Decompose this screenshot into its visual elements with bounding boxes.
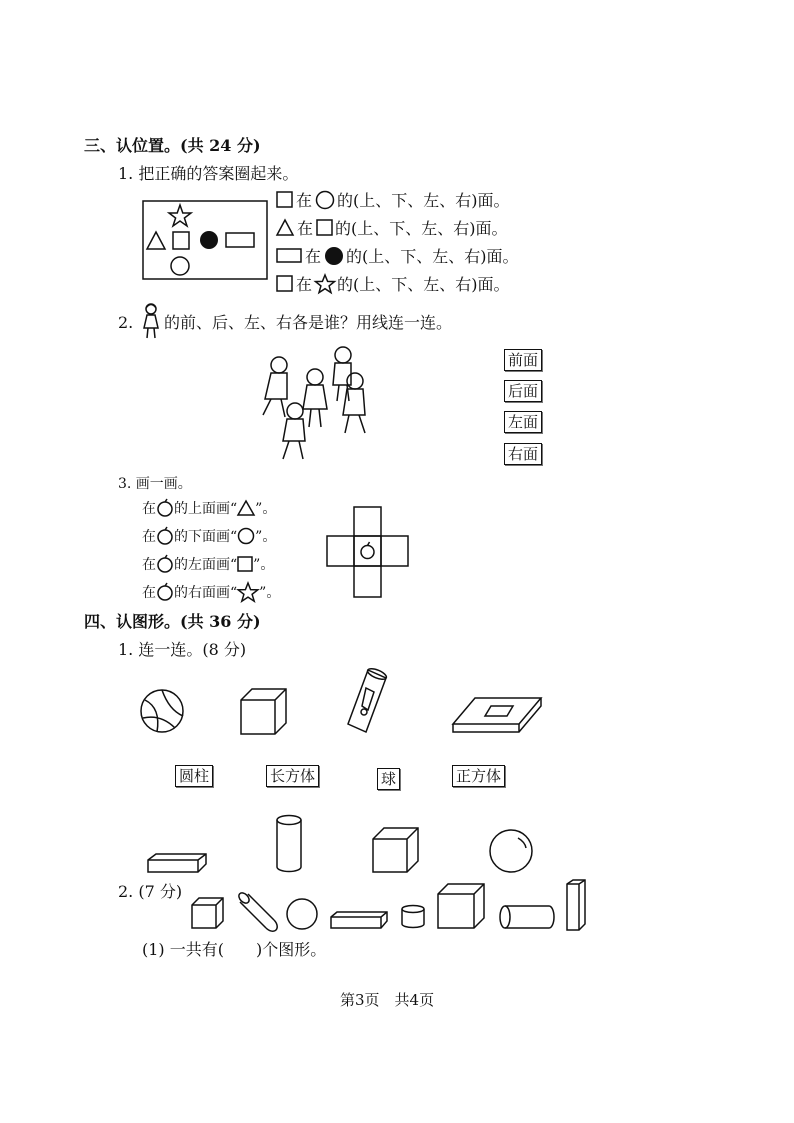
option-right[interactable]: 右面 — [504, 443, 542, 465]
shape-tilted-cylinder[interactable] — [236, 890, 276, 930]
shape-short-cylinder[interactable] — [399, 904, 427, 930]
apple-icon — [156, 527, 174, 545]
label-cube[interactable]: 正方体 — [452, 765, 505, 787]
cylinder-shape[interactable] — [274, 814, 304, 874]
label-sphere[interactable]: 球 — [377, 768, 400, 790]
option-back[interactable]: 后面 — [504, 380, 542, 402]
triangle-icon — [147, 232, 165, 249]
cross-grid[interactable] — [326, 506, 410, 600]
sphere-shape[interactable] — [488, 828, 534, 874]
q3-line-post: ”。 — [255, 529, 277, 545]
q3-line-pre: 在 — [142, 557, 156, 573]
star-icon — [237, 582, 259, 602]
shape-flat-cuboid[interactable] — [329, 910, 389, 930]
q3-line-mid: 的右面画“ — [174, 585, 238, 601]
q1-line-3 — [276, 244, 519, 267]
cube-icon[interactable] — [238, 686, 290, 738]
star-icon — [315, 274, 335, 294]
rectangle-icon — [276, 248, 302, 263]
shuttlecock-tube-icon[interactable] — [344, 666, 390, 736]
volleyball-icon[interactable] — [139, 688, 187, 736]
rectangle-icon — [226, 233, 254, 247]
option-left[interactable]: 左面 — [504, 411, 542, 433]
circle-icon — [171, 257, 189, 275]
circle-icon — [237, 527, 255, 545]
shape-thin-slab[interactable] — [565, 878, 587, 932]
apple-icon — [156, 583, 174, 601]
filled-circle-icon — [324, 246, 344, 266]
q3-line-pre: 在 — [142, 501, 156, 517]
q3-line-post: ”。 — [259, 585, 281, 601]
q1-line-text[interactable]: 的(上、下、左、右)面。 — [337, 275, 510, 294]
label-cuboid[interactable]: 长方体 — [266, 765, 319, 787]
q3-line-pre: 在 — [142, 529, 156, 545]
q3-line-4 — [142, 582, 280, 602]
square-icon — [173, 232, 189, 249]
q3-line-1 — [142, 498, 276, 518]
q3-line-mid: 的下面画“ — [174, 529, 238, 545]
q1-line-2 — [276, 216, 508, 239]
q1-line-4 — [276, 272, 510, 295]
q1-line-text[interactable]: 的(上、下、左、右)面。 — [335, 219, 508, 238]
children-group-illustration — [255, 345, 375, 465]
shape-cube-small[interactable] — [190, 896, 226, 930]
apple-icon — [361, 546, 374, 559]
q3-line-2 — [142, 526, 276, 546]
section-4-title: 四、认图形。(共 36 分) — [84, 612, 261, 631]
q1-line-text[interactable]: 的(上、下、左、右)面。 — [337, 191, 510, 210]
square-icon — [316, 219, 333, 236]
label-cylinder[interactable]: 圆柱 — [175, 765, 213, 787]
q3-line-mid: 的上面画“ — [174, 501, 238, 517]
shape-sphere[interactable] — [285, 897, 319, 931]
circle-icon — [315, 190, 335, 210]
q1-line-word: 在 — [296, 191, 313, 210]
q1-line-word: 在 — [296, 275, 313, 294]
q1-shape-frame — [142, 200, 270, 282]
q1-line-1 — [276, 188, 510, 211]
apple-icon — [156, 499, 174, 517]
square-icon — [276, 191, 293, 208]
apple-icon — [156, 555, 174, 573]
s4-q2-label: 2. (7 分) — [118, 882, 183, 901]
page-footer: 第3页 共4页 — [340, 991, 435, 1009]
s4-q2-sub1[interactable]: (1) 一共有( )个图形。 — [142, 940, 327, 959]
square-icon — [276, 275, 293, 292]
option-front[interactable]: 前面 — [504, 349, 542, 371]
triangle-icon — [276, 219, 294, 236]
q3-line-3 — [142, 554, 274, 574]
q1-line-word: 在 — [297, 219, 314, 238]
filled-circle-icon — [200, 231, 218, 249]
q2-number: 2. — [118, 313, 134, 332]
q2-label: 的前、后、左、右各是谁？用线连一连。 — [164, 313, 453, 332]
q3-line-post: ”。 — [255, 501, 277, 517]
square-icon — [237, 556, 253, 572]
q3-line-mid: 的左面画“ — [174, 557, 238, 573]
q3-label: 3. 画一画。 — [118, 476, 192, 492]
shape-horizontal-cylinder[interactable] — [497, 904, 557, 930]
cuboid-shape[interactable] — [146, 852, 208, 874]
star-icon — [169, 205, 191, 226]
cube-shape[interactable] — [371, 826, 421, 874]
section-3-title: 三、认位置。(共 24 分) — [84, 136, 261, 155]
q1-label: 1. 把正确的答案圈起来。 — [118, 164, 299, 183]
s4-q1-label: 1. 连一连。(8 分) — [118, 640, 247, 659]
q3-line-post: ”。 — [253, 557, 275, 573]
q1-line-text[interactable]: 的(上、下、左、右)面。 — [346, 247, 519, 266]
q3-line-pre: 在 — [142, 585, 156, 601]
q1-line-word: 在 — [305, 247, 322, 266]
flat-box-icon[interactable] — [451, 696, 543, 738]
shape-cube-large[interactable] — [436, 882, 486, 930]
girl-icon — [141, 302, 161, 340]
triangle-icon — [237, 500, 255, 516]
